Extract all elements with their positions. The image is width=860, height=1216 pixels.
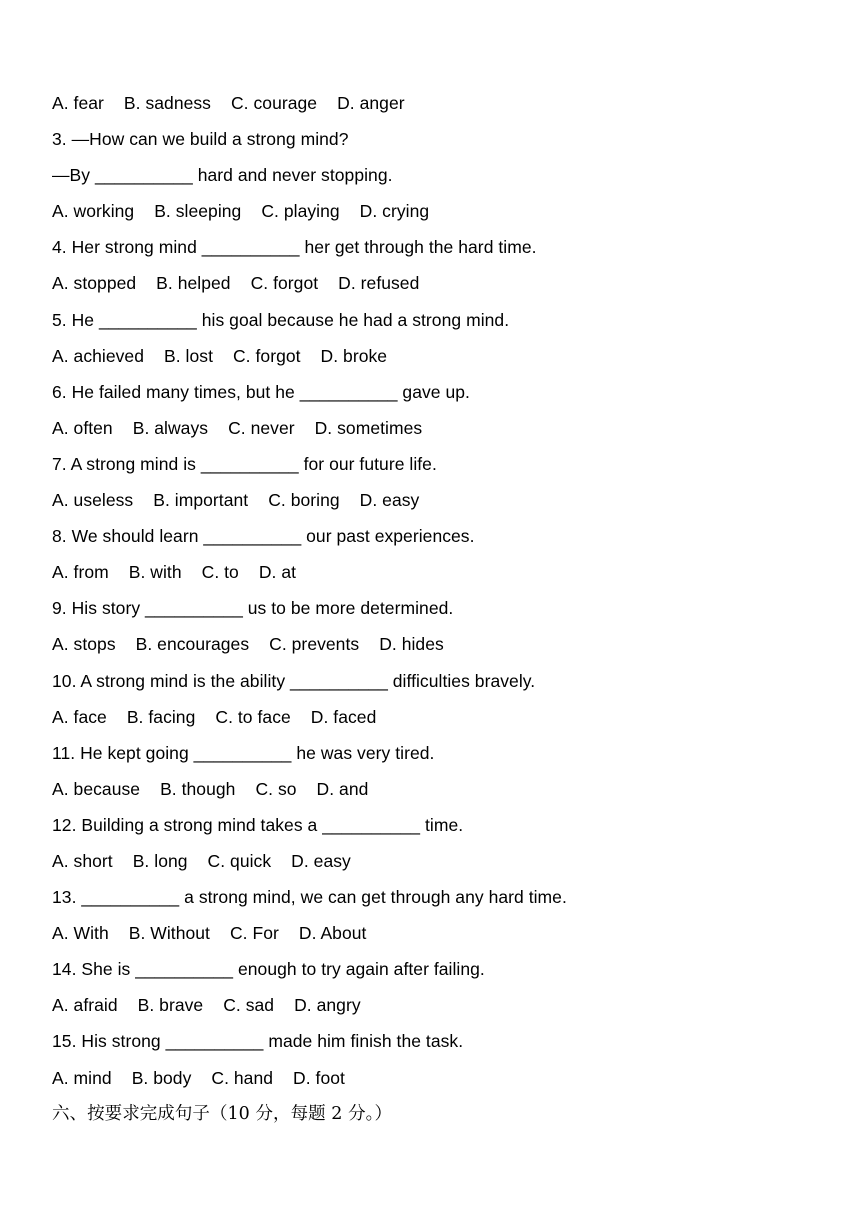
- answer-options-row: [52, 196, 842, 232]
- answer-option: A. working: [52, 201, 135, 222]
- answer-option: C. courage: [230, 93, 318, 113]
- question-text: 10. A strong mind is the ability __________ difficulties bravely.: [52, 670, 536, 691]
- answer-options-row: [52, 341, 842, 377]
- answer-option: B. helped: [156, 273, 231, 294]
- answer-option: A. afraid: [52, 995, 118, 1016]
- answer-option: A. short: [52, 850, 113, 871]
- answer-options-row: [52, 1063, 842, 1099]
- question-text: 6. He failed many times, but he __________ gave up.: [52, 381, 470, 402]
- answer-option: D. easy: [291, 850, 351, 871]
- question-text: 8. We should learn __________ our past experiences.: [52, 526, 475, 547]
- answer-option: A. mind: [52, 1067, 112, 1088]
- question-text: 3. —How can we build a strong mind?: [52, 129, 349, 150]
- answer-option: D. About: [298, 923, 367, 944]
- answer-option: B. lost: [164, 345, 213, 366]
- answer-options-row: [52, 557, 842, 593]
- answer-option: C. forgot: [232, 345, 301, 366]
- answer-option: D. crying: [359, 201, 430, 222]
- answer-options-row: [52, 88, 842, 124]
- answer-option: B. sadness: [123, 93, 211, 113]
- question-text: 12. Building a strong mind takes a __________ time.: [52, 814, 464, 835]
- answer-option: D. and: [316, 778, 369, 799]
- answer-option: C. to: [201, 562, 239, 583]
- answer-option: D. easy: [359, 490, 420, 511]
- answer-option: D. at: [258, 562, 297, 583]
- answer-option: C. For: [229, 923, 279, 944]
- answer-option: C. prevents: [269, 634, 360, 655]
- answer-option: B. long: [132, 850, 188, 871]
- answer-option: A. achieved: [52, 345, 144, 366]
- answer-option: A. stopped: [52, 273, 137, 294]
- answer-option: B. facing: [126, 706, 196, 727]
- question-text: 13. __________ a strong mind, we can get through any hard time.: [52, 887, 567, 908]
- answer-option: A. stops: [52, 634, 116, 655]
- question-text: 11. He kept going __________ he was very tired.: [52, 742, 435, 763]
- answer-options-row: [52, 990, 842, 1026]
- answer-option: C. sad: [223, 995, 275, 1016]
- question-text: —By __________ hard and never stopping.: [52, 165, 393, 186]
- answer-option: D. sometimes: [314, 417, 423, 438]
- answer-option: C. to face: [215, 706, 291, 727]
- answer-option: B. brave: [137, 995, 204, 1016]
- question-text: 4. Her strong mind __________ her get through the hard time.: [52, 237, 537, 258]
- answer-option: C. forgot: [250, 273, 319, 294]
- answer-option: D. foot: [293, 1067, 345, 1088]
- question-text: 9. His story __________ us to be more determined.: [52, 598, 454, 619]
- section-heading: 六、按要求完成句子（10 分，每题 2 分。）: [52, 1103, 392, 1124]
- answer-option: D. anger: [337, 93, 405, 113]
- answer-option: D. faced: [310, 706, 377, 727]
- answer-options-row: [52, 774, 842, 810]
- worksheet-page: [52, 88, 842, 1135]
- answer-option: B. sleeping: [154, 201, 242, 222]
- answer-options-row: [52, 485, 842, 521]
- answer-options-row: [52, 268, 842, 304]
- answer-option: A. because: [52, 778, 141, 799]
- answer-options-row: [52, 846, 842, 882]
- answer-option: D. broke: [320, 345, 388, 366]
- answer-option: A. useless: [52, 490, 134, 511]
- answer-options-row: [52, 629, 842, 665]
- question-text: 15. His strong __________ made him finish the task.: [52, 1031, 464, 1052]
- answer-option: A. often: [52, 417, 113, 438]
- answer-options-row: [52, 918, 842, 954]
- question-text: 14. She is __________ enough to try again after failing.: [52, 959, 485, 980]
- answer-option: B. always: [132, 417, 209, 438]
- answer-option: B. important: [153, 490, 249, 511]
- answer-option: C. hand: [211, 1067, 274, 1088]
- question-text: 7. A strong mind is __________ for our future life.: [52, 453, 437, 474]
- answer-option: A. With: [52, 923, 109, 944]
- answer-option: C. so: [255, 778, 297, 799]
- answer-option: D. hides: [379, 634, 444, 655]
- answer-option: A. face: [52, 706, 107, 727]
- answer-option: C. quick: [207, 850, 272, 871]
- answer-option: A. fear: [52, 93, 104, 113]
- answer-option: A. from: [52, 562, 109, 583]
- answer-option: B. encourages: [135, 634, 250, 655]
- answer-option: B. body: [131, 1067, 192, 1088]
- answer-option: C. boring: [268, 490, 340, 511]
- answer-option: D. angry: [294, 995, 361, 1016]
- answer-options-row: [52, 702, 842, 738]
- answer-option: B. Without: [128, 923, 210, 944]
- answer-options-row: [52, 413, 842, 449]
- question-text: 5. He __________ his goal because he had a strong mind.: [52, 309, 510, 330]
- answer-option: C. never: [228, 417, 295, 438]
- answer-option: B. though: [160, 778, 236, 799]
- answer-option: D. refused: [338, 273, 420, 294]
- answer-option: C. playing: [261, 201, 340, 222]
- answer-option: B. with: [128, 562, 182, 583]
